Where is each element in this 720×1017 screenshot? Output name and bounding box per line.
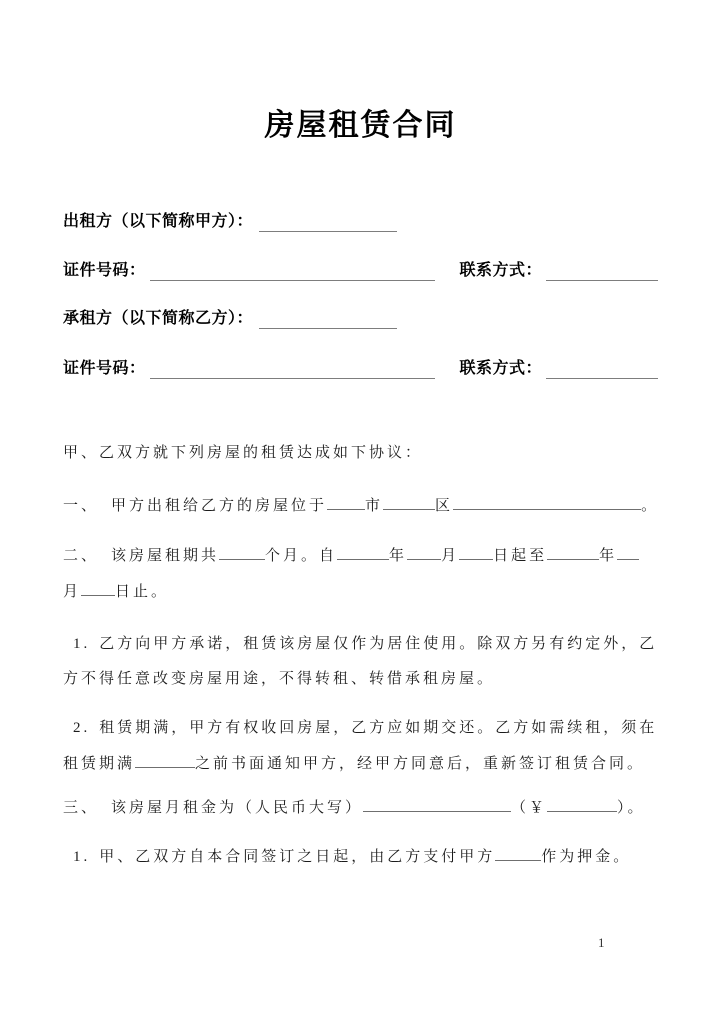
start-month-blank	[407, 545, 441, 560]
year-label: 年	[599, 548, 618, 564]
clause-1-number: 一、	[63, 498, 100, 514]
contact-label: 联系方式：	[459, 262, 542, 279]
month-label: 月	[63, 584, 82, 600]
page-number: 1	[598, 935, 605, 950]
clause-3-number: 三、	[63, 800, 100, 816]
lessee-contact-blank	[546, 362, 658, 379]
district-blank	[383, 495, 435, 510]
clause-2-end-text: 日止。	[115, 584, 170, 600]
lessee-id-blank	[150, 362, 436, 379]
lessor-label: 出租方（以下简称甲方）：	[63, 213, 254, 230]
sub-clause-2-line-2	[63, 753, 658, 774]
lessee-name-blank	[259, 312, 397, 329]
sub-clause-2-text: 租赁期满，甲方有权收回房屋，乙方应如期交还。乙方如需续租，须在	[99, 720, 658, 736]
clause-3	[63, 797, 658, 818]
lessor-id-line	[63, 261, 658, 281]
months-blank	[219, 545, 265, 560]
year-label: 年	[389, 548, 408, 564]
sub-clause-1-text: 乙方向甲方承诺，租赁该房屋仅作为居住使用。除双方另有约定外，乙	[99, 636, 658, 652]
start-day-blank	[459, 545, 493, 560]
document-title: 房屋租赁合同	[264, 109, 457, 142]
city-suffix: 市	[365, 498, 384, 514]
lessor-id-blank	[150, 264, 436, 281]
notice-period-blank	[135, 753, 195, 768]
sub-clause-1-number: 1.	[73, 636, 91, 652]
clause-3-sub-1-number: 1.	[73, 849, 91, 865]
clause-2-text-b: 个月。自	[265, 548, 338, 564]
start-year-blank	[337, 545, 389, 560]
clause-2-text-a: 该房屋租期共	[111, 548, 220, 564]
address-blank	[453, 495, 641, 510]
clause-2-text-e: 日起至	[493, 548, 548, 564]
lessor-line	[63, 212, 658, 232]
contact-label: 联系方式：	[459, 360, 542, 377]
lessor-contact-blank	[546, 264, 658, 281]
clause-1-text: 甲方出租给乙方的房屋位于	[111, 498, 328, 514]
district-suffix: 区	[435, 498, 454, 514]
end-month-blank-start	[617, 545, 639, 560]
sub-clause-2-text-a: 租赁期满	[63, 756, 136, 772]
agreement-intro: 甲、乙双方就下列房屋的租赁达成如下协议：	[63, 445, 424, 461]
clause-2-number: 二、	[63, 548, 100, 564]
sub-clause-2-text-b: 之前书面通知甲方，经甲方同意后，重新签订租赁合同。	[195, 756, 646, 772]
clause-3-sub-1	[63, 846, 658, 867]
rent-figure-blank	[547, 797, 617, 812]
lessor-name-blank	[259, 215, 397, 232]
currency-close: ）。	[617, 800, 646, 816]
sub-clause-1-line-1	[63, 634, 658, 654]
clause-3-text: 该房屋月租金为（人民币大写）	[111, 800, 364, 816]
clause-2-line-2	[63, 581, 658, 602]
currency-open: （￥	[511, 800, 548, 816]
clause-2-line-1	[63, 545, 658, 566]
deposit-blank	[495, 846, 541, 861]
id-number-label: 证件号码：	[63, 360, 146, 377]
clause-3-sub-1-text-b: 作为押金。	[541, 849, 632, 865]
end-year-blank	[547, 545, 599, 560]
lessee-label: 承租方（以下简称乙方）：	[63, 310, 254, 327]
clause-1	[63, 495, 658, 516]
month-label: 月	[441, 548, 460, 564]
clause-1-period: 。	[641, 498, 660, 514]
sub-clause-2-number: 2.	[73, 720, 91, 736]
lessee-id-line	[63, 359, 658, 379]
id-number-label: 证件号码：	[63, 262, 146, 279]
city-blank	[327, 495, 365, 510]
clause-3-sub-1-text-a: 甲、乙双方自本合同签订之日起，由乙方支付甲方	[99, 849, 496, 865]
lessee-line	[63, 309, 658, 329]
rent-words-blank	[363, 797, 511, 812]
sub-clause-2-line-1	[63, 718, 658, 738]
end-day-blank	[81, 581, 115, 596]
sub-clause-1-line-2: 方不得任意改变房屋用途，不得转租、转借承租房屋。	[63, 671, 496, 687]
